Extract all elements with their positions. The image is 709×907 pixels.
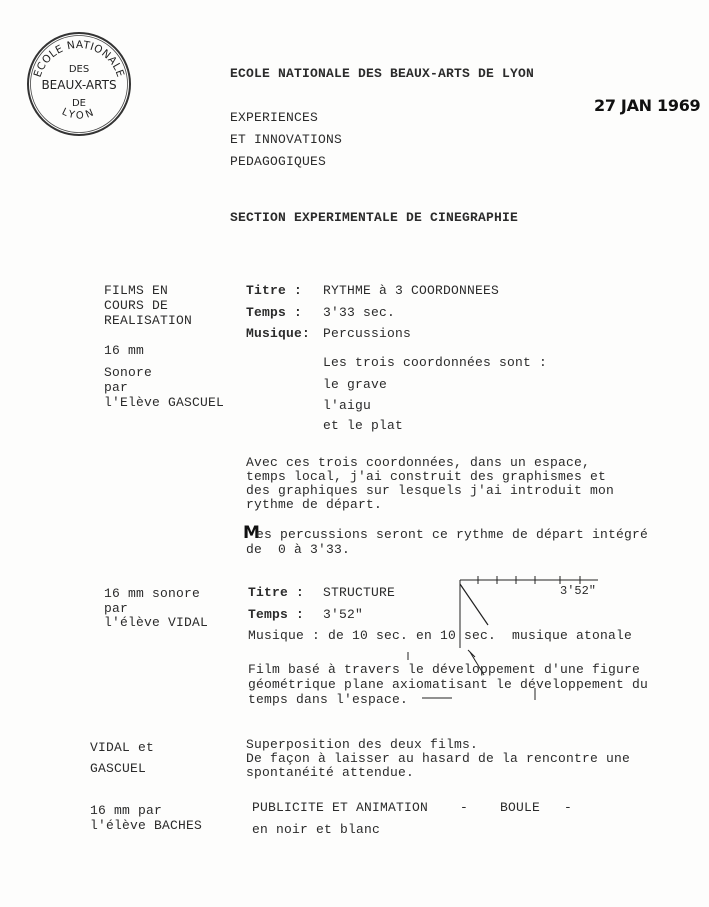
status-line-2: COURS DE — [104, 298, 169, 313]
film1-coord-1: le grave — [323, 377, 388, 392]
film3-authors-2: GASCUEL — [90, 761, 147, 776]
film2-student: l'élève VIDAL — [104, 615, 209, 630]
film2-format: 16 mm sonore — [104, 586, 201, 601]
section-title: SECTION EXPERIMENTALE DE CINEGRAPHIE — [230, 210, 519, 225]
film1-temps-label: Temps : — [246, 305, 303, 320]
film4-student: l'élève BACHES — [90, 818, 203, 833]
film4-format: 16 mm par — [90, 803, 163, 818]
film2-musique-line: Musique : de 10 sec. en 10 sec. musique atonale — [248, 628, 633, 643]
film1-par: par — [104, 380, 129, 395]
status-line-1: FILMS EN — [104, 283, 169, 298]
film1-titre-value: RYTHME à 3 COORDONNEES — [323, 283, 500, 298]
film2-temps-value: 3'52" — [323, 607, 364, 622]
film1-coord-3: et le plat — [323, 418, 404, 433]
film1-para1-line4: rythme de départ. — [246, 497, 383, 512]
film1-coords-intro: Les trois coordonnées sont : — [323, 355, 548, 370]
stamp-des: DES — [68, 64, 90, 75]
dept-line-3: PEDAGOGIQUES — [230, 154, 327, 169]
film1-coord-2: l'aigu — [323, 398, 372, 413]
handwritten-m: M — [243, 523, 260, 543]
school-stamp — [25, 30, 133, 138]
dept-line-2: ET INNOVATIONS — [230, 132, 343, 147]
film1-para1-line3: des graphiques sur lesquels j'ai introduit mon — [246, 483, 615, 498]
film1-para1-line1: Avec ces trois coordonnées, dans un espace, — [246, 455, 591, 470]
status-line-3: REALISATION — [104, 313, 193, 328]
film2-titre-label: Titre : — [248, 585, 305, 600]
film1-student: l'Elève GASCUEL — [104, 395, 225, 410]
film4-title: PUBLICITE ET ANIMATION - BOULE - — [252, 800, 573, 815]
film3-para-line1: Superposition des deux films. — [246, 737, 479, 752]
film2-titre-value: STRUCTURE — [323, 585, 396, 600]
school-name: ECOLE NATIONALE DES BEAUX-ARTS DE LYON — [230, 66, 535, 81]
date-stamp: 27 JAN 1969 — [594, 96, 701, 115]
diagram-time-label: 3'52" — [560, 584, 597, 598]
film1-sonore: Sonore — [104, 365, 153, 380]
film1-para2-line2: de 0 à 3'33. — [246, 542, 351, 557]
dept-line-1: EXPERIENCES — [230, 110, 319, 125]
film1-musique-label: Musique: — [246, 326, 311, 341]
film1-titre-label: Titre : — [246, 283, 303, 298]
film2-para-line2: géométrique plane axiomatisant le développement du — [248, 677, 649, 692]
film2-para-line1: Film basé à travers le développement d'une figure — [248, 662, 641, 677]
film2-par: par — [104, 601, 129, 616]
stamp-de: DE — [71, 98, 87, 109]
film2-temps-label: Temps : — [248, 607, 305, 622]
film1-musique-value: Percussions — [323, 326, 412, 341]
film4-subtitle: en noir et blanc — [252, 822, 381, 837]
film1-temps-value: 3'33 sec. — [323, 305, 396, 320]
stamp-arc-text: ECOLE NATIONALE — [31, 38, 127, 79]
film1-format: 16 mm — [104, 343, 145, 358]
film1-para1-line2: temps local, j'ai construit des graphismes et — [246, 469, 607, 484]
film3-authors-1: VIDAL et — [90, 740, 155, 755]
film3-para-line2: De façon à laisser au hasard de la rencontre une — [246, 751, 631, 766]
stamp-lyon: LYON — [59, 106, 99, 122]
film2-para-line3: temps dans l'espace. — [248, 692, 409, 707]
stamp-beaux-arts: BEAUX-ARTS — [41, 78, 117, 92]
film3-para-line3: spontanéité attendue. — [246, 765, 415, 780]
film1-para2-line1: es percussions seront ce rythme de départ intégré — [256, 527, 649, 542]
